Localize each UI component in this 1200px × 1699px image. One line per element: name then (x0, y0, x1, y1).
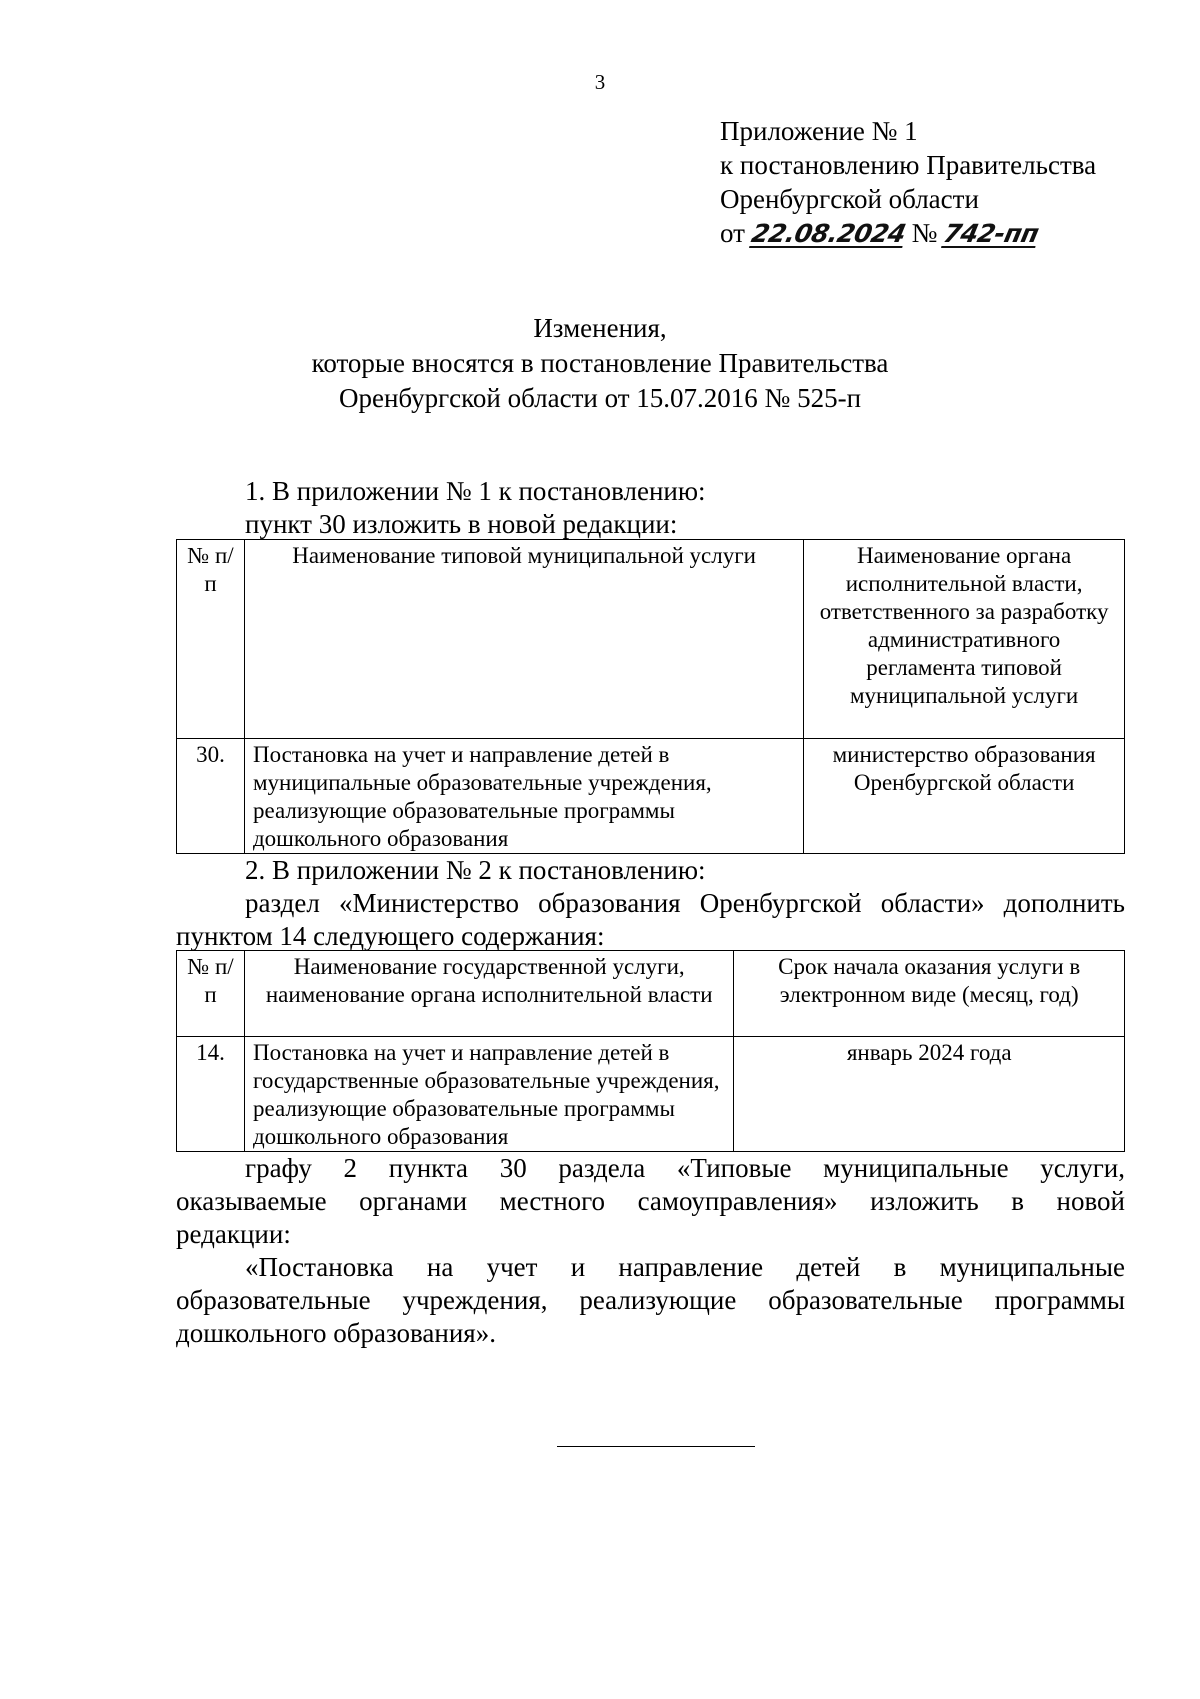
table-2-row-service: Постановка на учет и направление детей в государственные образовательные учреждения, реализующие образовательные программы дошкольного образования (244, 1037, 733, 1152)
table-1-header-num: № п/п (177, 540, 245, 739)
table-2-row-num: 14. (177, 1037, 245, 1152)
table-1-header-service: Наименование типовой муниципальной услуги (244, 540, 803, 739)
section3-line-2: оказываемые органами местного самоуправления» изложить в новой (176, 1186, 1125, 1216)
handwritten-date: 22.08.2024 (748, 219, 909, 248)
appendix-line-1: Приложение № 1 (720, 116, 918, 146)
page-number: 3 (594, 70, 606, 94)
table-1 (176, 539, 1125, 854)
appendix-date-line (720, 216, 1096, 251)
appendix-line-3: Оренбургской области (720, 184, 979, 214)
table-row (177, 739, 1125, 854)
appendix-line-2: к постановлению Правительства (720, 150, 1097, 180)
table-2 (176, 950, 1125, 1152)
quote-line-1: «Постановка на учет и направление детей в муниципальные (245, 1252, 1125, 1282)
table-1-row-service: Постановка на учет и направление детей в муниципальные образовательные учреждения, реализующие образовательные программы дошкольного образования (244, 739, 803, 854)
title-line-1: Изменения, (533, 313, 667, 343)
table-row (177, 1037, 1125, 1152)
table-1-row-authority: министерство образования Оренбургской области (804, 739, 1125, 854)
document-title (0, 311, 1200, 416)
section1-heading: 1. В приложении № 1 к постановлению: (245, 476, 706, 506)
section2-text-line-2: пунктом 14 следующего содержания: (176, 921, 605, 951)
table-2-header-service: Наименование государственной услуги, наименование органа исполнительной власти (244, 951, 733, 1037)
table-2-header-date: Срок начала оказания услуги в электронном виде (месяц, год) (734, 951, 1125, 1037)
number-sign: № (911, 218, 938, 248)
table-2-row-date: январь 2024 года (734, 1037, 1125, 1152)
table-2-header-num: № п/п (177, 951, 245, 1037)
title-line-2: которые вносятся в постановление Правительства (311, 348, 889, 378)
section2-heading: 2. В приложении № 2 к постановлению: (245, 855, 706, 885)
appendix-block (720, 114, 1096, 251)
closing-rule (557, 1446, 755, 1447)
handwritten-number: 742-пп (941, 219, 1042, 248)
section2-text-line-1: раздел «Министерство образования Оренбургской области» дополнить (245, 888, 1125, 918)
section1-text (245, 475, 706, 541)
table-1-header-row (177, 540, 1125, 739)
section3-line-1: графу 2 пункта 30 раздела «Типовые муниципальные услуги, (245, 1153, 1125, 1183)
table-1-header-authority: Наименование органа исполнительной власти, ответственного за разработку административного регламента типовой муниципальной услуги (804, 540, 1125, 739)
table-1-row-num: 30. (177, 739, 245, 854)
section3-line-3: редакции: (176, 1219, 291, 1249)
section3-text (176, 1152, 1125, 1350)
title-line-3: Оренбургской области от 15.07.2016 № 525-п (338, 383, 862, 413)
quote-line-2: образовательные учреждения, реализующие образовательные программы (176, 1285, 1125, 1315)
section1-subheading: пункт 30 изложить в новой редакции: (245, 509, 678, 539)
quote-line-3: дошкольного образования». (176, 1318, 496, 1348)
table-2-header-row (177, 951, 1125, 1037)
section2-text (176, 854, 1125, 953)
date-prefix: от (720, 218, 745, 248)
